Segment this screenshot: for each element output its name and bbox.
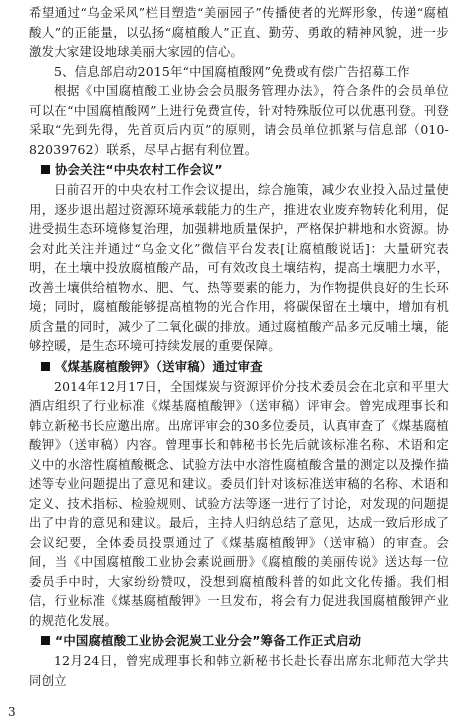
section-heading [29,159,449,180]
section-heading [29,356,449,377]
paragraph: 根据《中国腐植酸工业协会会员服务管理办法》，符合条件的会员单位可以在“中国腐植酸网”上进行免费宣传，针对特殊版位可以优惠刊登。刊登采取“先到先得，先首页后内页”的原则，请会员单位抓紧与信息部（010-82039762）联系，尽早占据有利位置。 [29,83,449,157]
square-bullet-icon [41,636,50,645]
paragraph: 12月24日，曾宪成理事长和韩立新秘书长赴长春出席东北师范大学共同创立 [29,653,449,688]
square-bullet-icon [41,165,50,174]
paragraph: 日前召开的中央农村工作会议提出，综合施策，减少农业投入品过量使用，逐步退出超过资源环境承载能力的生产，推进农业废弃物转化利用，促进受损生态环境修复治理，加强耕地质量保护，严格保护耕地和水资源。协会对此关注并通过“乌金文化”微信平台发表[让腐植酸说话]：大量研究表明，在土壤中投放腐植酸产品，可有效改良土壤结构，提高土壤肥力水平，改善土壤供给植物水、肥、气、热等要素的能力，为作物提供良好的生长环境；同时，腐植酸能够提高植物的光合作用，将碳保留在土壤中，增加有机质含量的同时，减少了二氧化碳的排放。通过腐植酸产品多元反哺土壤，能够控暖，是生态环境可持续发展的重要保障。 [29,182,449,353]
heading-text: 协会关注“中央农村工作会议” [55,162,223,177]
paragraph: 希望通过“乌金采风”栏目塑造“美丽园子”传播使者的光辉形象，传递“腐植酸人”的正能量，以弘扬“腐植酸人”正直、勤劳、勇敢的精神风貌，进一步激发大家建设地球美丽大家园的信心。 [29,5,449,59]
paragraph: 2014年12月17日，全国煤炭与资源评价分技术委员会在北京和平里大酒店组织了行业标准《煤基腐植酸钾》（送审稿）评审会。曾宪成理事长和韩立新秘书长应邀出席。出席评审会的30多位委员，认真审查了《煤基腐植酸钾》（送审稿）内容。曾理事长和韩秘书长先后就该标准名称、术语和定义中的水溶性腐植酸概念、试验方法中水溶性腐植酸含量的测定以及操作描述等专业问题提出了意见和建议。委员们针对该标准送审稿的名称、术语和定义、技术指标、检验规则、试验方法等逐一进行了讨论，对发现的问题提出了中肯的意见和建议。最后，主持人归纳总结了意见，达成一致后形成了会议纪要，全体委员投票通过了《煤基腐植酸钾》（送审稿）的审查。会间，当《中国腐植酸工业协会素说画册》《腐植酸的美丽传说》送达每一位委员手中时，大家纷纷赞叹，没想到腐植酸科普的如此文化传播。我们相信，行业标准《煤基腐植酸钾》一旦发布，将会有力促进我国腐植酸钾产业的规范化发展。 [29,378,449,628]
heading-text: “中国腐植酸工业协会泥炭工业分会”筹备工作正式启动 [55,633,362,648]
heading-text: 《煤基腐植酸钾》（送审稿）通过审查 [55,358,263,374]
section-subtitle: 5、信息部启动2015年“中国腐植酸网”免费或有偿广告招募工作 [54,63,410,79]
square-bullet-icon [41,362,50,371]
section-heading [29,630,449,651]
page-number: 3 [8,705,16,719]
article-body [29,3,449,690]
